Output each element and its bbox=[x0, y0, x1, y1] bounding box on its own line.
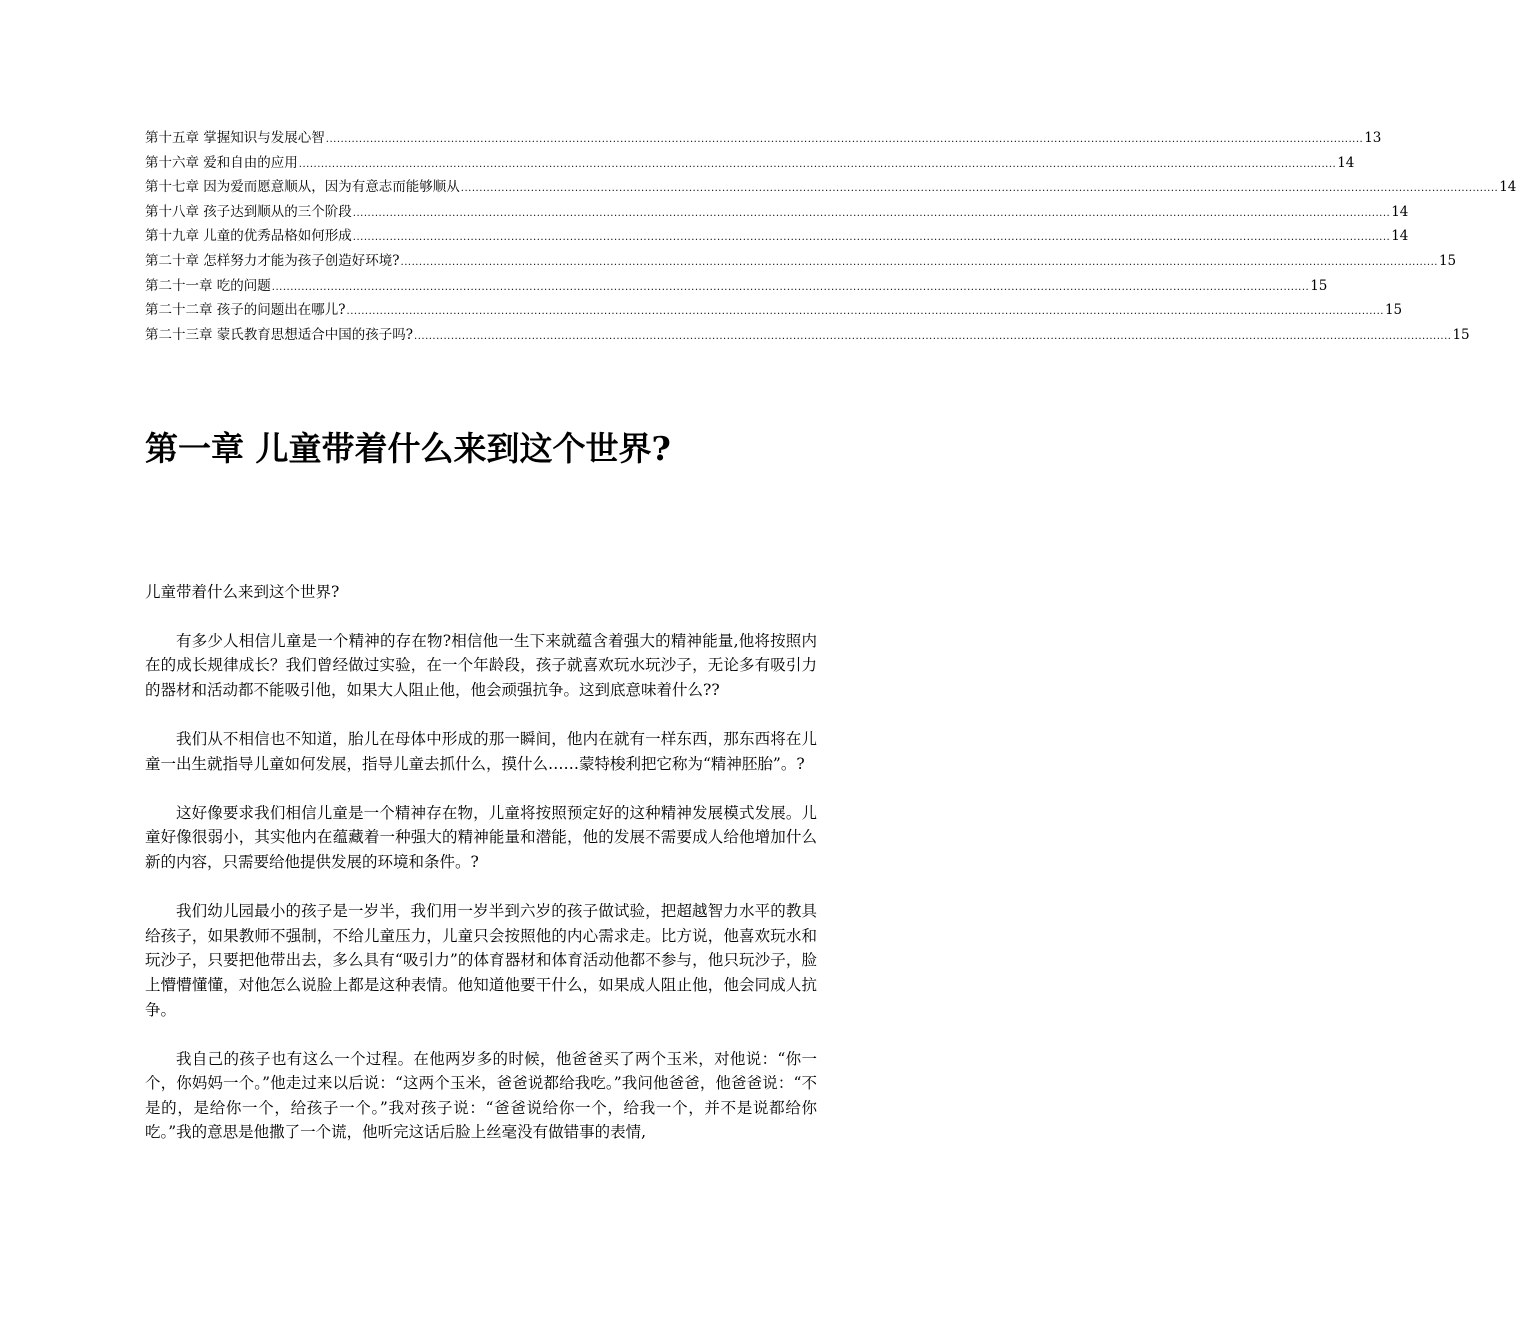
toc-entry-page: 15 bbox=[1452, 326, 1470, 343]
toc-entry[interactable] bbox=[145, 224, 1409, 249]
toc-dot-leader: .......................................................................................................................................................................................................................................................................................... bbox=[400, 256, 1438, 268]
toc-entry[interactable] bbox=[145, 200, 1409, 225]
toc-entry-page: 13 bbox=[1364, 130, 1382, 146]
chapter-subtitle: 儿童带着什么来到这个世界? bbox=[145, 583, 340, 601]
toc-entry-title: 第十六章 爱和自由的应用 bbox=[145, 154, 298, 171]
toc-dot-leader: .......................................................................................................................................................................................................................................................................................... bbox=[414, 330, 1452, 342]
toc-dot-leader: .......................................................................................................................................................................................................................................................................................... bbox=[325, 134, 1364, 145]
toc-entry-title: 第十八章 孩子达到顺从的三个阶段 bbox=[145, 203, 352, 220]
toc-entry[interactable] bbox=[145, 298, 1403, 323]
body-paragraph: 我们从不相信也不知道，胎儿在母体中形成的那一瞬间，他内在就有一样东西，那东西将在儿童一出生就指导儿童如何发展，指导儿童去抓什么，摸什么……蒙特梭利把它称为“精神胚胎”。? bbox=[145, 729, 817, 773]
table-of-contents bbox=[145, 126, 1516, 347]
toc-entry-title: 第十九章 儿童的优秀品格如何形成 bbox=[145, 228, 352, 245]
toc-entry-page: 14 bbox=[1391, 203, 1409, 220]
toc-dot-leader: .......................................................................................................................................................................................................................................................................................... bbox=[346, 306, 1384, 318]
toc-entry-page: 14 bbox=[1391, 228, 1409, 245]
toc-entry-page: 15 bbox=[1310, 277, 1328, 294]
toc-entry-title: 第二十二章 孩子的问题出在哪儿? bbox=[145, 302, 346, 319]
toc-entry-page: 15 bbox=[1438, 252, 1457, 269]
toc-dot-leader: .......................................................................................................................................................................................................................................................................................... bbox=[298, 158, 1337, 170]
toc-entry[interactable] bbox=[145, 249, 1457, 274]
body-paragraph: 我们幼儿园最小的孩子是一岁半，我们用一岁半到六岁的孩子做试验，把超越智力水平的教具给孩子，如果教师不强制，不给儿童压力，儿童只会按照他的内心需求走。比方说，他喜欢玩水和玩沙子，只要把他带出去，多么具有“吸引力”的体育器材和体育活动他都不参与，他只玩沙子，脸上懵懵懂懂，对他怎么说脸上都是这种表情。他知道他要干什么，如果成人阻止他，他会同成人抗争。 bbox=[145, 902, 817, 1019]
toc-dot-leader: .......................................................................................................................................................................................................................................................................................... bbox=[271, 281, 1310, 293]
toc-entry[interactable] bbox=[145, 175, 1516, 200]
toc-entry[interactable] bbox=[145, 323, 1470, 348]
toc-entry-page: 15 bbox=[1384, 302, 1403, 319]
chapter-title: 第一章 儿童带着什么来到这个世界? bbox=[145, 429, 671, 468]
chapter-body bbox=[145, 580, 817, 1170]
toc-entry-title: 第二十一章 吃的问题 bbox=[145, 277, 271, 294]
toc-entry-title: 第二十章 怎样努力才能为孩子创造好环境? bbox=[145, 252, 400, 269]
toc-entry[interactable] bbox=[145, 126, 1382, 151]
toc-dot-leader: .......................................................................................................................................................................................................................................................................................... bbox=[352, 232, 1391, 244]
toc-entry-title: 第二十三章 蒙氏教育思想适合中国的孩子吗? bbox=[145, 326, 414, 343]
toc-entry[interactable] bbox=[145, 151, 1355, 176]
toc-entry-title: 第十五章 掌握知识与发展心智 bbox=[145, 130, 325, 146]
body-paragraph: 我自己的孩子也有这么一个过程。在他两岁多的时候，他爸爸买了两个玉米，对他说：“你一个，你妈妈一个。”他走过来以后说：“这两个玉米，爸爸说都给我吃。”我问他爸爸，他爸爸说：“不是的，是给你一个，给孩子一个。”我对孩子说：“爸爸说给你一个，给我一个，并不是说都给你吃。”我的意思是他撒了一个谎，他听完这话后脸上丝毫没有做错事的表情, bbox=[145, 1049, 817, 1142]
toc-dot-leader: .......................................................................................................................................................................................................................................................................................... bbox=[352, 207, 1391, 219]
body-paragraph: 这好像要求我们相信儿童是一个精神存在物，儿童将按照预定好的这种精神发展模式发展。儿童好像很弱小，其实他内在蕴藏着一种强大的精神能量和潜能，他的发展不需要成人给他增加什么新的内容，只需要给他提供发展的环境和条件。? bbox=[145, 803, 817, 871]
toc-entry-page: 14 bbox=[1499, 179, 1516, 196]
toc-entry-title: 第十七章 因为爱而愿意顺从，因为有意志而能够顺从 bbox=[145, 179, 460, 196]
toc-entry-page: 14 bbox=[1337, 154, 1355, 171]
toc-entry[interactable] bbox=[145, 274, 1328, 299]
body-paragraph: 有多少人相信儿童是一个精神的存在物?相信他一生下来就蕴含着强大的精神能量,他将按照内在的成长规律成长？我们曾经做过实验，在一个年龄段，孩子就喜欢玩水玩沙子，无论多有吸引力的器材和活动都不能吸引他，如果大人阻止他，他会顽强抗争。这到底意味着什么?? bbox=[145, 631, 817, 699]
toc-dot-leader: .......................................................................................................................................................................................................................................................................................... bbox=[460, 183, 1499, 195]
